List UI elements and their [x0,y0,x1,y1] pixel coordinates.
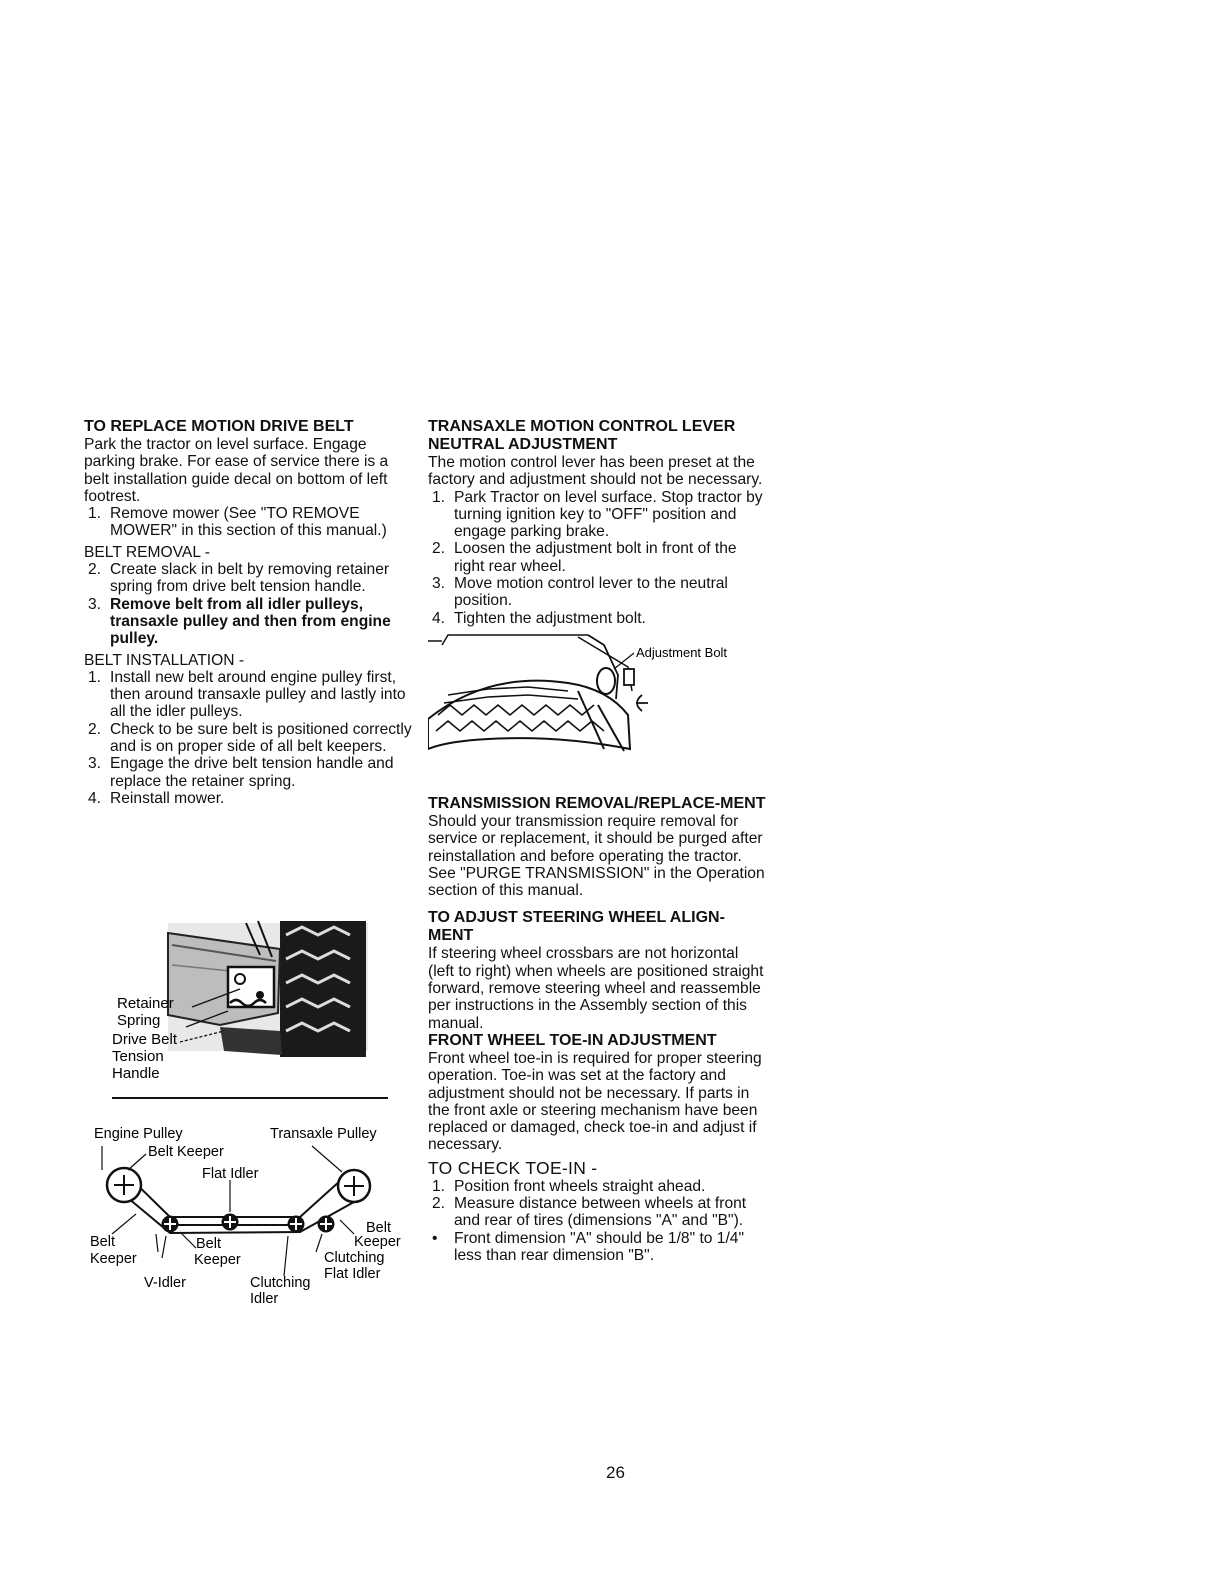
label-v-idler: V-Idler [144,1275,186,1291]
label-clutching-idler-2: Idler [250,1291,279,1307]
label-transaxle-pulley: Transaxle Pulley [270,1126,377,1142]
adjustment-bolt-icon [597,668,615,694]
transaxle-heading: TRANSAXLE MOTION CONTROL LEVER NEUTRAL ADJUSTMENT [428,418,736,453]
belt-installation-label: BELT INSTALLATION - [84,651,245,669]
check-toe-in-label: TO CHECK TOE-IN - [428,1157,598,1178]
label-flat-idler: Flat Idler [202,1166,259,1182]
label-engine-pulley: Engine Pulley [94,1126,183,1142]
label-handle: Handle [112,1065,160,1082]
replace-belt-intro: Park the tractor on level surface. Engage parking brake. For ease of service there is a belt installation guide decal on bottom of left footrest. [84,436,389,505]
label-tension: Tension [112,1048,164,1065]
transaxle-intro: The motion control lever has been preset at the factory and adjustment should not be necessary. [428,454,763,489]
list-item: 1. Position front wheels straight ahead. [432,1177,706,1195]
list-item: 2. Measure distance between wheels at front and rear of tires (dimensions "A" and "B"). [432,1195,747,1230]
label-drive-belt: Drive Belt [112,1031,178,1048]
steering-body: If steering wheel crossbars are not horizontal (left to right) when wheels are positioned straight forward, remove steering wheel and reassemble per instructions in the Assembly section of this manual. [428,945,764,1032]
label-belt-right: Belt [366,1220,391,1236]
list-item: 1. Park Tractor on level surface. Stop tractor by turning ignition key to "OFF" position and engage parking brake. [432,488,763,541]
label-adjustment-bolt: Adjustment Bolt [636,644,728,660]
list-item: 2. Create slack in belt by removing retainer spring from drive belt tension handle. [88,561,390,596]
list-item: 3. Remove belt from all idler pulleys, transaxle pulley and then from engine pulley. [88,595,391,648]
list-item: 3. Move motion control lever to the neutral position. [432,575,728,610]
list-item: 4. Tighten the adjustment bolt. [432,609,646,627]
figure-divider [112,1097,388,1099]
transmission-heading: TRANSMISSION REMOVAL/REPLACE-MENT [428,794,766,812]
belt-removal-steps [84,561,414,647]
left-column [84,418,414,807]
tire-image [280,921,366,1057]
label-keeper-left-1: Keeper [90,1251,137,1267]
adjustment-bolt-figure [428,631,768,771]
label-clutching-flat-2: Flat Idler [324,1266,381,1282]
list-item: 1. Install new belt around engine pulley first, then around transaxle pulley and lastly into all the idler pulleys. [88,668,406,721]
list-item: 2. Check to be sure belt is positioned correctly and is on proper side of all belt keepers. [88,720,412,756]
belt-installation-steps [84,669,414,807]
label-keeper-right: Keeper [354,1234,401,1250]
list-item: 3. Engage the drive belt tension handle and replace the retainer spring. [88,755,394,790]
label-clutching-flat-1: Clutching [324,1250,385,1266]
list-item: 1. Remove mower (See "TO REMOVE MOWER" in this section of this manual.) [88,505,387,540]
label-belt-left-2: Belt [196,1236,221,1252]
page-number: 26 [606,1463,625,1482]
label-retainer: Retainer [117,995,174,1012]
toe-in-heading: FRONT WHEEL TOE-IN ADJUSTMENT [428,1031,717,1049]
label-belt-left-1: Belt [90,1234,115,1250]
belt-removal-label: BELT REMOVAL - [84,543,210,561]
list-item: • Front dimension "A" should be 1/8" to 1/4" less than rear dimension "B". [432,1229,744,1264]
transaxle-steps [428,489,768,627]
replace-steps-a [84,505,414,540]
label-clutching-idler-1: Clutching [250,1275,311,1291]
list-item: 2. Loosen the adjustment bolt in front of the right rear wheel. [432,540,737,575]
belt-routing-diagram [84,1118,414,1308]
drive-belt [220,1027,282,1055]
retainer-spring-figure [100,915,400,1093]
list-item: 4. Reinstall mower. [88,789,225,807]
check-toe-in-steps [428,1178,768,1264]
replace-belt-heading: TO REPLACE MOTION DRIVE BELT [84,418,354,435]
right-column [428,418,768,1264]
toe-in-body: Front wheel toe-in is required for proper steering operation. Toe-in was set at the factory and adjustment should not be necessary. If parts in the front axle or steering mechanism have been replaced or damaged, check toe-in and adjust if necessary. [428,1049,762,1154]
label-spring: Spring [117,1012,161,1029]
label-keeper-left-2: Keeper [194,1252,241,1268]
steering-heading: TO ADJUST STEERING WHEEL ALIGN-MENT [428,909,725,945]
transmission-body: Should your transmission require removal for service or replacement, it should be purged after reinstallation and before operating the tractor. See "PURGE TRANSMISSION" in the Operation section of this manual. [428,812,765,900]
label-belt-keeper-top: Belt Keeper [148,1144,224,1160]
